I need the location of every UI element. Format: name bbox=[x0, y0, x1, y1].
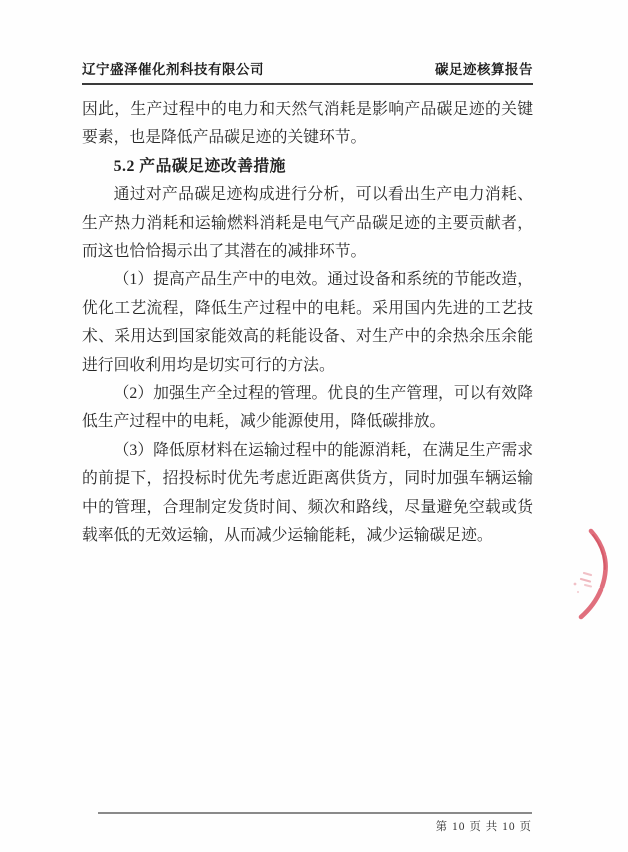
paragraph-measure-1: （1）提高产品生产中的电效。通过设备和系统的节能改造，优化工艺流程，降低生产过程中的电耗。采用国内先进的工艺技术、采用达到国家能效高的耗能设备、对生产中的余热余压余能进行回收利用均是切实可行的方法。 bbox=[82, 271, 533, 374]
paragraph-measure-3: （3）降低原材料在运输过程中的能源消耗，在满足生产需求的前提下，招投标时优先考虑近距离供货方，同时加强车辆运输中的管理，合理制定发货时间、频次和路线，尽量避免空载或货载率低的无效运输，从而减少运输能耗，减少运输碳足迹。 bbox=[82, 441, 533, 545]
paragraph-analysis: 通过对产品碳足迹构成进行分析，可以看出生产电力消耗、生产热力消耗和运输燃料消耗是电气产品碳足迹的主要贡献者，而这也恰恰揭示出了其潜在的减排环节。 bbox=[82, 186, 533, 261]
red-seal-stamp-edge-icon bbox=[571, 522, 619, 626]
header-company-name: 辽宁盛泽催化剂科技有限公司 bbox=[82, 62, 264, 77]
page-header bbox=[82, 58, 533, 85]
section-heading-5-2: 5.2 产品碳足迹改善措施 bbox=[113, 157, 286, 175]
page-footer bbox=[98, 812, 532, 834]
page-number: 第 10 页 共 10 页 bbox=[435, 821, 532, 833]
header-report-title: 碳足迹核算报告 bbox=[435, 62, 533, 77]
paragraph-measure-2: （2）加强生产全过程的管理。优良的生产管理，可以有效降低生产过程中的电耗，减少能源使用，降低碳排放。 bbox=[82, 385, 533, 431]
paragraph-intro: 因此，生产过程中的电力和天然气消耗是影响产品碳足迹的关键要素，也是降低产品碳足迹的关键环节。 bbox=[82, 101, 533, 147]
document-body bbox=[82, 96, 533, 551]
